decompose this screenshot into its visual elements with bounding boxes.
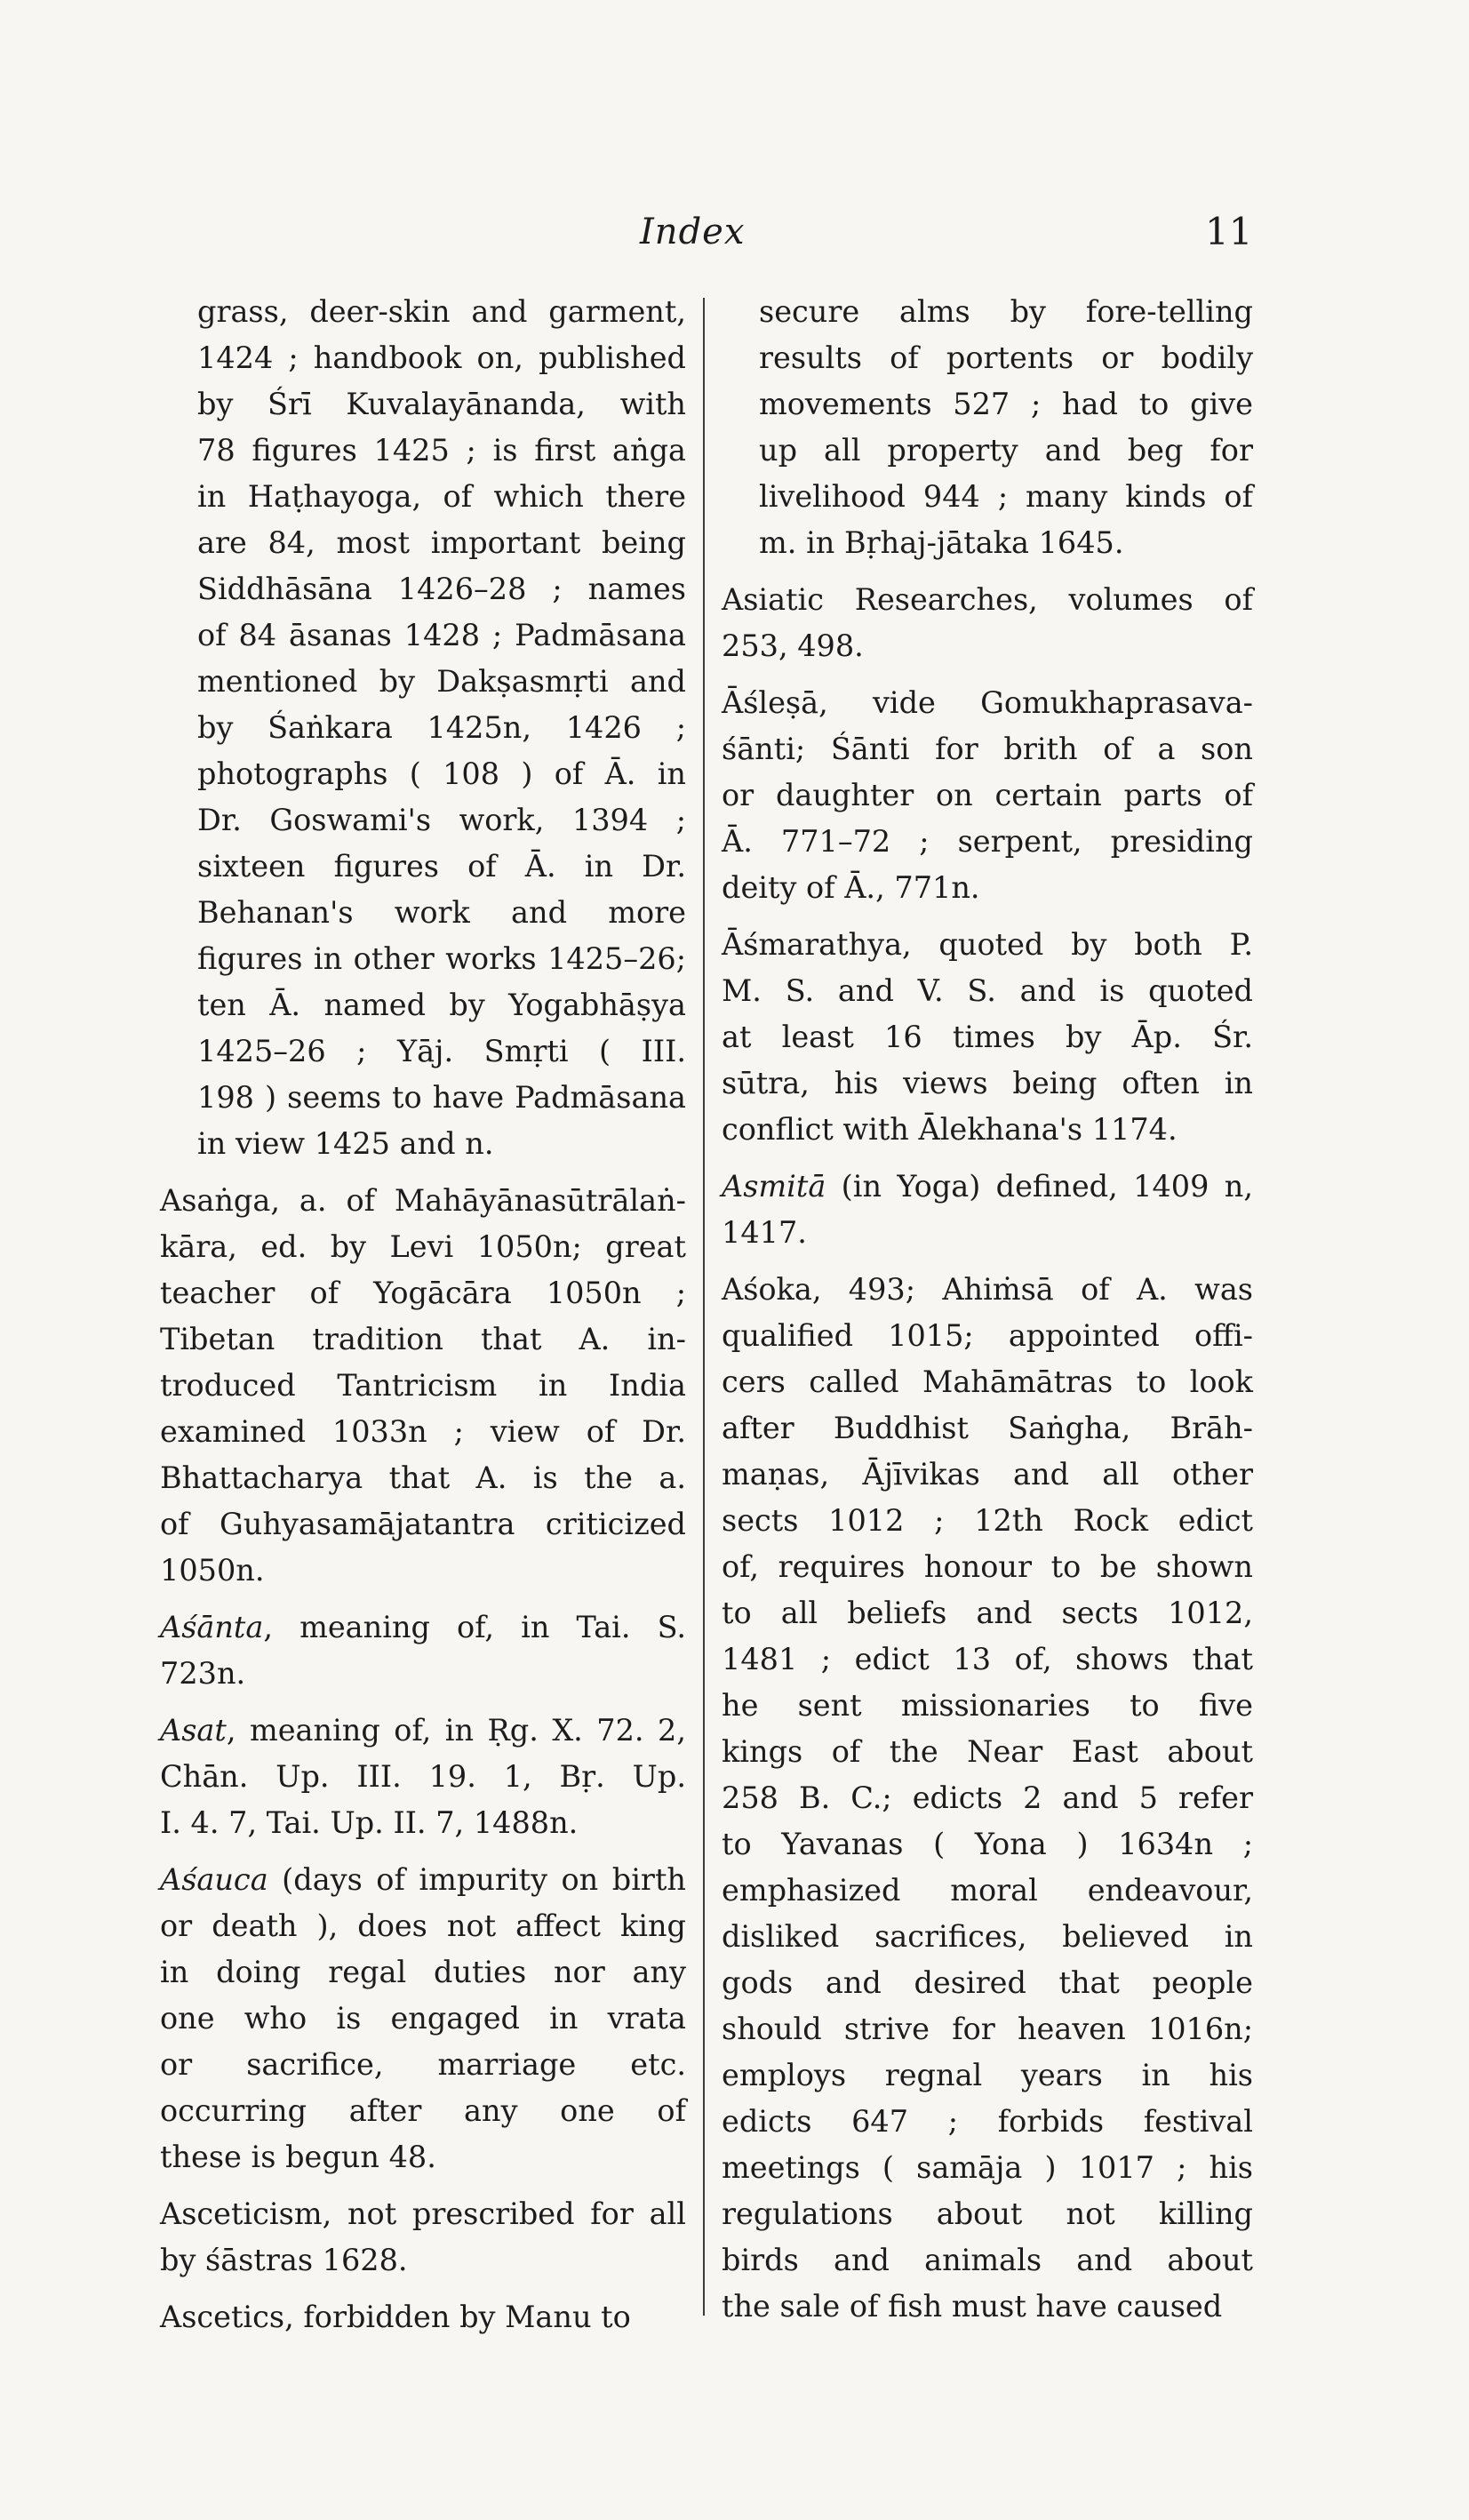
- index-entry: [160, 1178, 686, 1594]
- index-entry-line: by Śaṅkara 1425n, 1426 ;: [197, 710, 686, 745]
- index-entry-line: śānti; Śānti for brith of a son: [722, 732, 1253, 766]
- index-entry-headword: Asmitā: [722, 1169, 826, 1204]
- index-entry-line: cers called Mahāmātras to look: [722, 1364, 1253, 1399]
- index-entry-line: employs regnal years in his: [722, 2058, 1253, 2092]
- index-entry-line: sects 1012 ; 12th Rock edict: [722, 1503, 1253, 1538]
- index-entry-line: meetings ( samāja ) 1017 ; his: [722, 2150, 1253, 2185]
- index-entry: [722, 1164, 1253, 1256]
- index-entry-line: 1417.: [722, 1215, 807, 1250]
- column-divider: [703, 298, 705, 2316]
- index-entry: [160, 289, 686, 1167]
- index-entry-headword: Asat: [160, 1713, 227, 1748]
- index-entry-line: secure alms by fore-telling: [759, 294, 1253, 329]
- index-entry-line: Asaṅga, a. of Mahāyānasūtrālaṅ-: [160, 1183, 686, 1218]
- index-entry: [722, 1267, 1253, 2330]
- running-header-title: Index: [640, 212, 746, 252]
- index-entry-line: Āśmarathya, quoted by both P.: [722, 927, 1253, 962]
- index-entry-line: [160, 1708, 686, 1754]
- index-entry-line: results of portents or bodily: [759, 340, 1253, 375]
- index-entry-line: [160, 1604, 686, 1651]
- index-entry: [160, 1857, 686, 2180]
- index-entry-text: (days of impurity on birth: [267, 1862, 686, 1897]
- index-entry-line: of Guhyasamājatantra criticized: [160, 1507, 686, 1541]
- index-entry-line: to Yavanas ( Yona ) 1634n ;: [722, 1827, 1253, 1861]
- index-entry-line: 78 figures 1425 ; is first aṅga: [197, 433, 686, 468]
- index-entry-line: Aśoka, 493; Ahiṁsā of A. was: [722, 1272, 1253, 1307]
- index-entry-line: m. in Bṛhaj-jātaka 1645.: [759, 525, 1124, 560]
- index-entry-headword: Aśauca: [160, 1862, 268, 1897]
- index-entry-line: occurring after any one of: [160, 2093, 686, 2128]
- page-number: 11: [1205, 210, 1253, 253]
- index-entry: [160, 1604, 686, 1697]
- index-entry-line: qualified 1015; appointed offi-: [722, 1318, 1253, 1353]
- index-entry-line: Chān. Up. III. 19. 1, Bṛ. Up.: [160, 1759, 686, 1794]
- index-entry-line: [160, 1857, 686, 1903]
- index-entry-line: figures in other works 1425–26;: [197, 941, 686, 976]
- index-entry-line: kings of the Near East about: [722, 1734, 1253, 1769]
- index-entry-line: after Buddhist Saṅgha, Brāh-: [722, 1411, 1253, 1445]
- index-entry: [160, 1708, 686, 1846]
- index-entry-line: edicts 647 ; forbids festival: [722, 2104, 1253, 2139]
- index-entry-line: up all property and beg for: [759, 433, 1253, 468]
- index-entry-line: 1424 ; handbook on, published: [197, 340, 686, 375]
- index-entry: [722, 577, 1253, 669]
- index-entry-line: sixteen figures of Ā. in Dr.: [197, 849, 686, 884]
- index-entry-line: I. 4. 7, Tai. Up. II. 7, 1488n.: [160, 1805, 579, 1840]
- index-entry-line: 1481 ; edict 13 of, shows that: [722, 1642, 1253, 1676]
- index-entry-line: to all beliefs and sects 1012,: [722, 1596, 1253, 1630]
- index-entry-line: by śāstras 1628.: [160, 2243, 408, 2277]
- index-entry-line: examined 1033n ; view of Dr.: [160, 1414, 686, 1449]
- index-entry: [722, 680, 1253, 911]
- index-entry-line: teacher of Yogācāra 1050n ;: [160, 1276, 686, 1310]
- index-entry-line: disliked sacrifices, believed in: [722, 1919, 1253, 1954]
- index-entry-line: mentioned by Dakṣasmṛti and: [197, 664, 686, 699]
- index-entry-text: (in Yoga) defined, 1409 n,: [826, 1169, 1253, 1204]
- index-entry: [722, 289, 1253, 566]
- index-entry-line: he sent missionaries to five: [722, 1688, 1253, 1723]
- index-entry-line: M. S. and V. S. and is quoted: [722, 973, 1253, 1008]
- index-entry: [160, 2191, 686, 2284]
- index-entry-line: 723n.: [160, 1656, 246, 1691]
- index-entry: [160, 2294, 686, 2340]
- index-entry-line: troduced Tantricism in India: [160, 1368, 686, 1403]
- index-entry-line: Asceticism, not prescribed for all: [160, 2196, 686, 2231]
- index-entry-line: one who is engaged in vrata: [160, 2001, 686, 2036]
- index-entry-line: Āśleṣā, vide Gomukhaprasava-: [722, 685, 1253, 720]
- index-entry-line: 198 ) seems to have Padmāsana: [197, 1080, 686, 1115]
- index-entry-line: the sale of fish must have caused: [722, 2289, 1223, 2324]
- index-entry-line: Tibetan tradition that A. in-: [160, 1322, 686, 1356]
- index-entry-line: emphasized moral endeavour,: [722, 1873, 1253, 1908]
- index-entry-line: 258 B. C.; edicts 2 and 5 refer: [722, 1780, 1253, 1815]
- index-entry-line: 1425–26 ; Yāj. Smṛti ( III.: [197, 1034, 686, 1068]
- index-entry-line: Ā. 771–72 ; serpent, presiding: [722, 824, 1253, 859]
- index-entry-line: Asiatic Researches, volumes of: [722, 582, 1253, 617]
- index-entry-line: are 84, most important being: [197, 525, 686, 560]
- index-entry-line: by Śrī Kuvalayānanda, with: [197, 387, 686, 421]
- index-entry: [722, 922, 1253, 1153]
- index-entry-line: 1050n.: [160, 1553, 265, 1588]
- index-entry-line: conflict with Ālekhana's 1174.: [722, 1112, 1178, 1147]
- index-entry-line: or death ), does not affect king: [160, 1908, 686, 1943]
- index-entry-text: , meaning of, in Tai. S.: [263, 1610, 686, 1644]
- index-entry-line: maṇas, Ājīvikas and all other: [722, 1457, 1253, 1492]
- index-column-right: [722, 289, 1253, 2340]
- index-entry-headword: Aśānta: [160, 1610, 264, 1644]
- index-entry-line: or daughter on certain parts of: [722, 778, 1253, 812]
- index-entry-line: should strive for heaven 1016n;: [722, 2012, 1253, 2046]
- index-entry-line: birds and animals and about: [722, 2243, 1253, 2277]
- index-entry-line: these is begun 48.: [160, 2140, 436, 2174]
- index-entry-line: Siddhāsāna 1426–28 ; names: [197, 572, 686, 606]
- index-entry-line: gods and desired that people: [722, 1965, 1253, 2000]
- index-entry-line: of 84 āsanas 1428 ; Padmāsana: [197, 618, 686, 652]
- index-entry-text: , meaning of, in Ṛg. X. 72. 2,: [226, 1713, 686, 1748]
- index-column-left: [160, 289, 686, 2351]
- index-entry-line: Ascetics, forbidden by Manu to: [160, 2300, 631, 2334]
- index-entry-line: Dr. Goswami's work, 1394 ;: [197, 803, 686, 837]
- index-entry-line: at least 16 times by Āp. Śr.: [722, 1020, 1253, 1054]
- index-entry-line: in Haṭhayoga, of which there: [197, 479, 686, 514]
- index-entry-line: Bhattacharya that A. is the a.: [160, 1460, 686, 1495]
- index-entry-line: ten Ā. named by Yogabhāṣya: [197, 988, 686, 1022]
- index-entry-line: or sacrifice, marriage etc.: [160, 2047, 686, 2082]
- index-entry-line: deity of Ā., 771n.: [722, 870, 980, 905]
- index-entry-line: in doing regal duties nor any: [160, 1955, 686, 1989]
- index-entry-line: kāra, ed. by Levi 1050n; great: [160, 1229, 686, 1264]
- index-entry-line: in view 1425 and n.: [197, 1126, 494, 1161]
- index-entry-line: sūtra, his views being often in: [722, 1066, 1253, 1100]
- index-entry-line: of, requires honour to be shown: [722, 1549, 1253, 1584]
- index-entry-line: regulations about not killing: [722, 2196, 1253, 2231]
- index-entry-line: photographs ( 108 ) of Ā. in: [197, 756, 686, 791]
- index-entry-line: grass, deer-skin and garment,: [197, 294, 686, 329]
- index-entry-line: livelihood 944 ; many kinds of: [759, 479, 1253, 514]
- index-entry-line: [722, 1164, 1253, 1210]
- index-entry-line: movements 527 ; had to give: [759, 387, 1253, 421]
- index-entry-line: 253, 498.: [722, 628, 864, 663]
- index-entry-line: Behanan's work and more: [197, 895, 686, 930]
